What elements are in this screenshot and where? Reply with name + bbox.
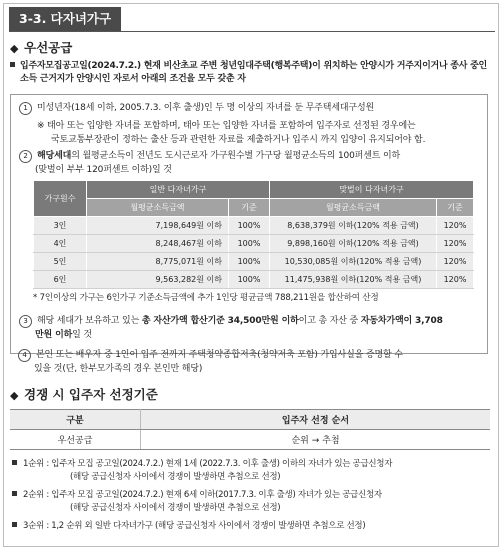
selection-heading-text: 경쟁 시 입주자 선정기준 xyxy=(24,387,158,402)
condition-3-bold-2: 자동차가액이 3,708 xyxy=(360,316,443,326)
condition-1-text: 미성년자(18세 이하, 2005.7.3. 이후 출생)인 두 명 이상의 자녀를 둔 무주택세대구성원 xyxy=(37,103,375,113)
general-income: 8,775,071원 이하 xyxy=(87,253,229,271)
table-row xyxy=(10,430,490,450)
dual-percent: 120% xyxy=(437,271,474,289)
condition-1-note-2: 국토교통부장관이 정하는 출산 등과 관련한 자료를 제출하거나 입주시 까지 입양이 유지되어야 함. xyxy=(51,135,426,145)
sub-ratio-dual: 기준 xyxy=(437,199,474,217)
rank-1-line-1: 1순위 : 입주자 모집 공고일(2024.7.2.) 현재 1세 (2022.7.3. 이후 출생) 이하의 자녀가 있는 공급신청자 xyxy=(23,459,393,469)
dual-percent: 120% xyxy=(437,253,474,271)
square-bullet-icon xyxy=(12,522,17,527)
dual-income: 9,898,160원 이하(120% 적용 금액) xyxy=(270,235,437,253)
general-income: 8,248,467원 이하 xyxy=(87,235,229,253)
condition-3 xyxy=(19,314,443,328)
row-order: 순위 → 추첨 xyxy=(141,430,491,450)
income-table xyxy=(33,180,474,289)
sub-income-dual: 월평균소득금액 xyxy=(270,199,437,217)
dual-income: 11,475,938원 이하(120% 적용 금액) xyxy=(270,271,437,289)
condition-2-text: 의 월평균소득이 전년도 도시근로자 가구원수별 가구당 월평균소득의 100퍼센트 이하 xyxy=(71,151,401,161)
supply-intro xyxy=(10,60,490,86)
rank-1 xyxy=(10,458,392,484)
dual-percent: 120% xyxy=(437,217,474,235)
condition-3-pre: 해당 세대가 보유하고 있는 xyxy=(37,316,142,326)
section-title: 3-3. 다자녀가구 xyxy=(9,7,121,31)
condition-3-bold-3: 만원 이하 xyxy=(35,330,73,340)
dual-income: 8,638,379원 이하(120% 적용 금액) xyxy=(270,217,437,235)
circled-number-2: 2 xyxy=(19,150,32,163)
condition-3-bold-1: 총 자산가액 합산기준 34,500만원 이하 xyxy=(141,316,299,326)
selection-table xyxy=(10,409,490,450)
condition-2 xyxy=(19,149,400,163)
rank-1-line-2: (해당 공급신청자 사이에서 경쟁이 발생하면 추첨으로 선정) xyxy=(70,472,281,482)
dual-income: 10,530,085원 이하(120% 적용 금액) xyxy=(270,253,437,271)
condition-3-mid: 이고 총 자산 중 xyxy=(298,316,361,326)
square-bullet-icon xyxy=(12,460,17,465)
circled-number-4: 4 xyxy=(18,349,31,362)
general-income: 9,563,282원 이하 xyxy=(87,271,229,289)
condition-2-text-2: (맞벌이 부부 120퍼센트 이하)일 것 xyxy=(35,165,172,175)
table-row xyxy=(34,271,474,289)
supply-heading-text: 우선공급 xyxy=(24,40,73,55)
sub-ratio-general: 기준 xyxy=(229,199,270,217)
col-general: 일반 다자녀가구 xyxy=(87,181,270,199)
rank-3-line-1: 3순위 : 1,2 순위 외 일반 다자녀가구 (해당 공급신청자 사이에서 경쟁이 발생하면 추첨으로 선정) xyxy=(23,521,366,531)
household-size: 4인 xyxy=(34,235,87,253)
col-dual: 맞벌이 다자녀가구 xyxy=(270,181,474,199)
general-percent: 100% xyxy=(229,217,270,235)
section-divider xyxy=(9,31,495,32)
general-income: 7,198,649원 이하 xyxy=(87,217,229,235)
circled-number-3: 3 xyxy=(19,315,32,328)
square-bullet-icon xyxy=(12,491,17,496)
table-footnote: * 7인이상의 가구는 6인가구 기준소득금액에 추가 1인당 평균금액 788,211원을 합산하여 산정 xyxy=(33,293,379,303)
general-percent: 100% xyxy=(229,235,270,253)
conditions-box xyxy=(10,94,488,354)
general-percent: 100% xyxy=(229,253,270,271)
condition-4-text: 본인 또는 배우자 중 1인이 입주 전까지 주택청약종합저축(청약저축 포함) 가입사실을 증명할 수 xyxy=(36,350,403,360)
col-type: 구분 xyxy=(10,410,141,430)
sub-income-general: 월평균소득금액 xyxy=(87,199,229,217)
rank-2-line-2: (해당 공급신청자 사이에서 경쟁이 발생하면 추첨으로 선정) xyxy=(70,503,281,513)
condition-1-note-1: ※ 태아 또는 입양한 자녀를 포함하며, 태아 또는 입양한 자녀를 포함하여 입주자로 선정된 경우에는 xyxy=(37,121,416,131)
square-bullet-icon xyxy=(10,62,15,67)
table-row xyxy=(34,253,474,271)
rank-2-line-1: 2순위 : 입주자 모집 공고일(2024.7.2.) 현재 6세 이하(2017.7.3. 이후 출생) 자녀가 있는 공급신청자 xyxy=(23,490,382,500)
condition-4-text-2: 있을 것(단, 한부모가족의 경우 본인만 해당) xyxy=(34,364,203,374)
condition-3-post: 일 것 xyxy=(72,330,92,340)
condition-2-bold: 해당세대 xyxy=(37,151,72,161)
condition-4 xyxy=(18,348,403,362)
dual-percent: 120% xyxy=(437,235,474,253)
intro-line-1: 입주자모집공고일(2024.7.2.) 현재 비산초교 주변 청년임대주택(행복주택)이 위치하는 안양시가 거주지이거나 종사 중인 xyxy=(20,61,487,71)
col-order: 입주자 선정 순서 xyxy=(141,410,491,430)
condition-1 xyxy=(19,101,374,115)
diamond-bullet-icon: ◆ xyxy=(10,42,19,55)
general-percent: 100% xyxy=(229,271,270,289)
table-row xyxy=(34,235,474,253)
household-size: 3인 xyxy=(34,217,87,235)
household-size: 5인 xyxy=(34,253,87,271)
intro-line-2: 소득 근거지가 안양시인 자로서 아래의 조건을 모두 갖춘 자 xyxy=(20,74,246,84)
table-row xyxy=(34,217,474,235)
household-size: 6인 xyxy=(34,271,87,289)
rank-2 xyxy=(10,489,382,515)
rank-3 xyxy=(10,520,365,533)
diamond-bullet-icon: ◆ xyxy=(10,389,19,402)
supply-heading xyxy=(10,38,72,56)
circled-number-1: 1 xyxy=(19,102,32,115)
col-household: 가구원수 xyxy=(34,181,87,217)
row-type: 우선공급 xyxy=(10,430,141,450)
selection-heading xyxy=(10,385,158,403)
condition-3-line-2 xyxy=(35,328,92,342)
